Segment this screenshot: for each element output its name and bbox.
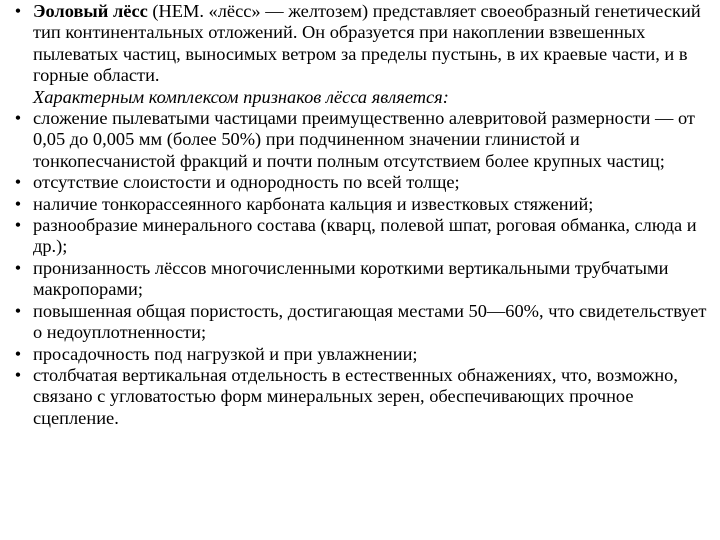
bullet-item-mineral-diversity (10, 215, 715, 258)
bullet-item-loess-definition (10, 1, 715, 108)
bullet-item-subsidence (10, 344, 715, 365)
bullet-text: просадочность под нагрузкой и при увлажнении; (33, 343, 418, 364)
term-heading: Эоловый лёсс (33, 1, 153, 21)
bullet-icon: • (14, 172, 22, 193)
bullet-text: повышенная общая пористость, достигающая местами 50—60%, что свидетельствует о недоуплотненности; (33, 300, 707, 343)
bullet-text: сложение пылеватыми частицами преимущественно алевритовой размерности — от 0,05 до 0,005 мм (более 50%) при подчиненном значении глинистой и тонкопесчанистой фракций и почти полным отсутствием более крупных частиц; (33, 108, 695, 171)
bullet-text: столбчатая вертикальная отдельность в естественных обнажениях, что, возможно, связано с угловатостью форм минеральных зерен, обеспечивающих прочное сцепление. (33, 364, 678, 428)
bullet-icon: • (14, 215, 22, 236)
bullet-icon: • (14, 257, 22, 278)
bullet-icon: • (14, 300, 22, 321)
bullet-item-macropores (10, 258, 715, 301)
bullet-item-columnar-jointing (10, 365, 715, 429)
bullet-icon: • (14, 108, 22, 129)
bullet-icon: • (14, 364, 22, 385)
characteristics-intro: Характерным комплексом признаков лёсса является: (33, 86, 449, 107)
bullet-text: наличие тонкорассеянного карбоната кальция и известковых стяжений; (33, 193, 594, 214)
bullet-item-no-layering (10, 172, 715, 193)
bullet-text: разнообразие минерального состава (кварц, полевой шпат, роговая обманка, слюда и др.); (33, 215, 697, 257)
bullet-item-composition (10, 108, 715, 172)
bullet-item-carbonate (10, 194, 715, 215)
bullet-list (10, 1, 715, 429)
bullet-text: отсутствие слоистости и однородность по всей толще; (33, 172, 460, 193)
bullet-icon: • (14, 193, 22, 214)
bullet-icon: • (14, 1, 22, 21)
bullet-icon: • (14, 343, 22, 364)
bullet-item-porosity (10, 301, 715, 344)
definition-text: (НЕМ. «лёсс» — желтозем) представляет своеобразный генетический тип континентальных отложений. Он образуется при накоплении взвешенных пылеватых частиц, выносимых ветром за пределы пустынь, в их краевые части, и в горные области. (33, 1, 701, 86)
bullet-text: пронизанность лёссов многочисленными короткими вертикальными трубчатыми макропорами; (33, 257, 669, 300)
